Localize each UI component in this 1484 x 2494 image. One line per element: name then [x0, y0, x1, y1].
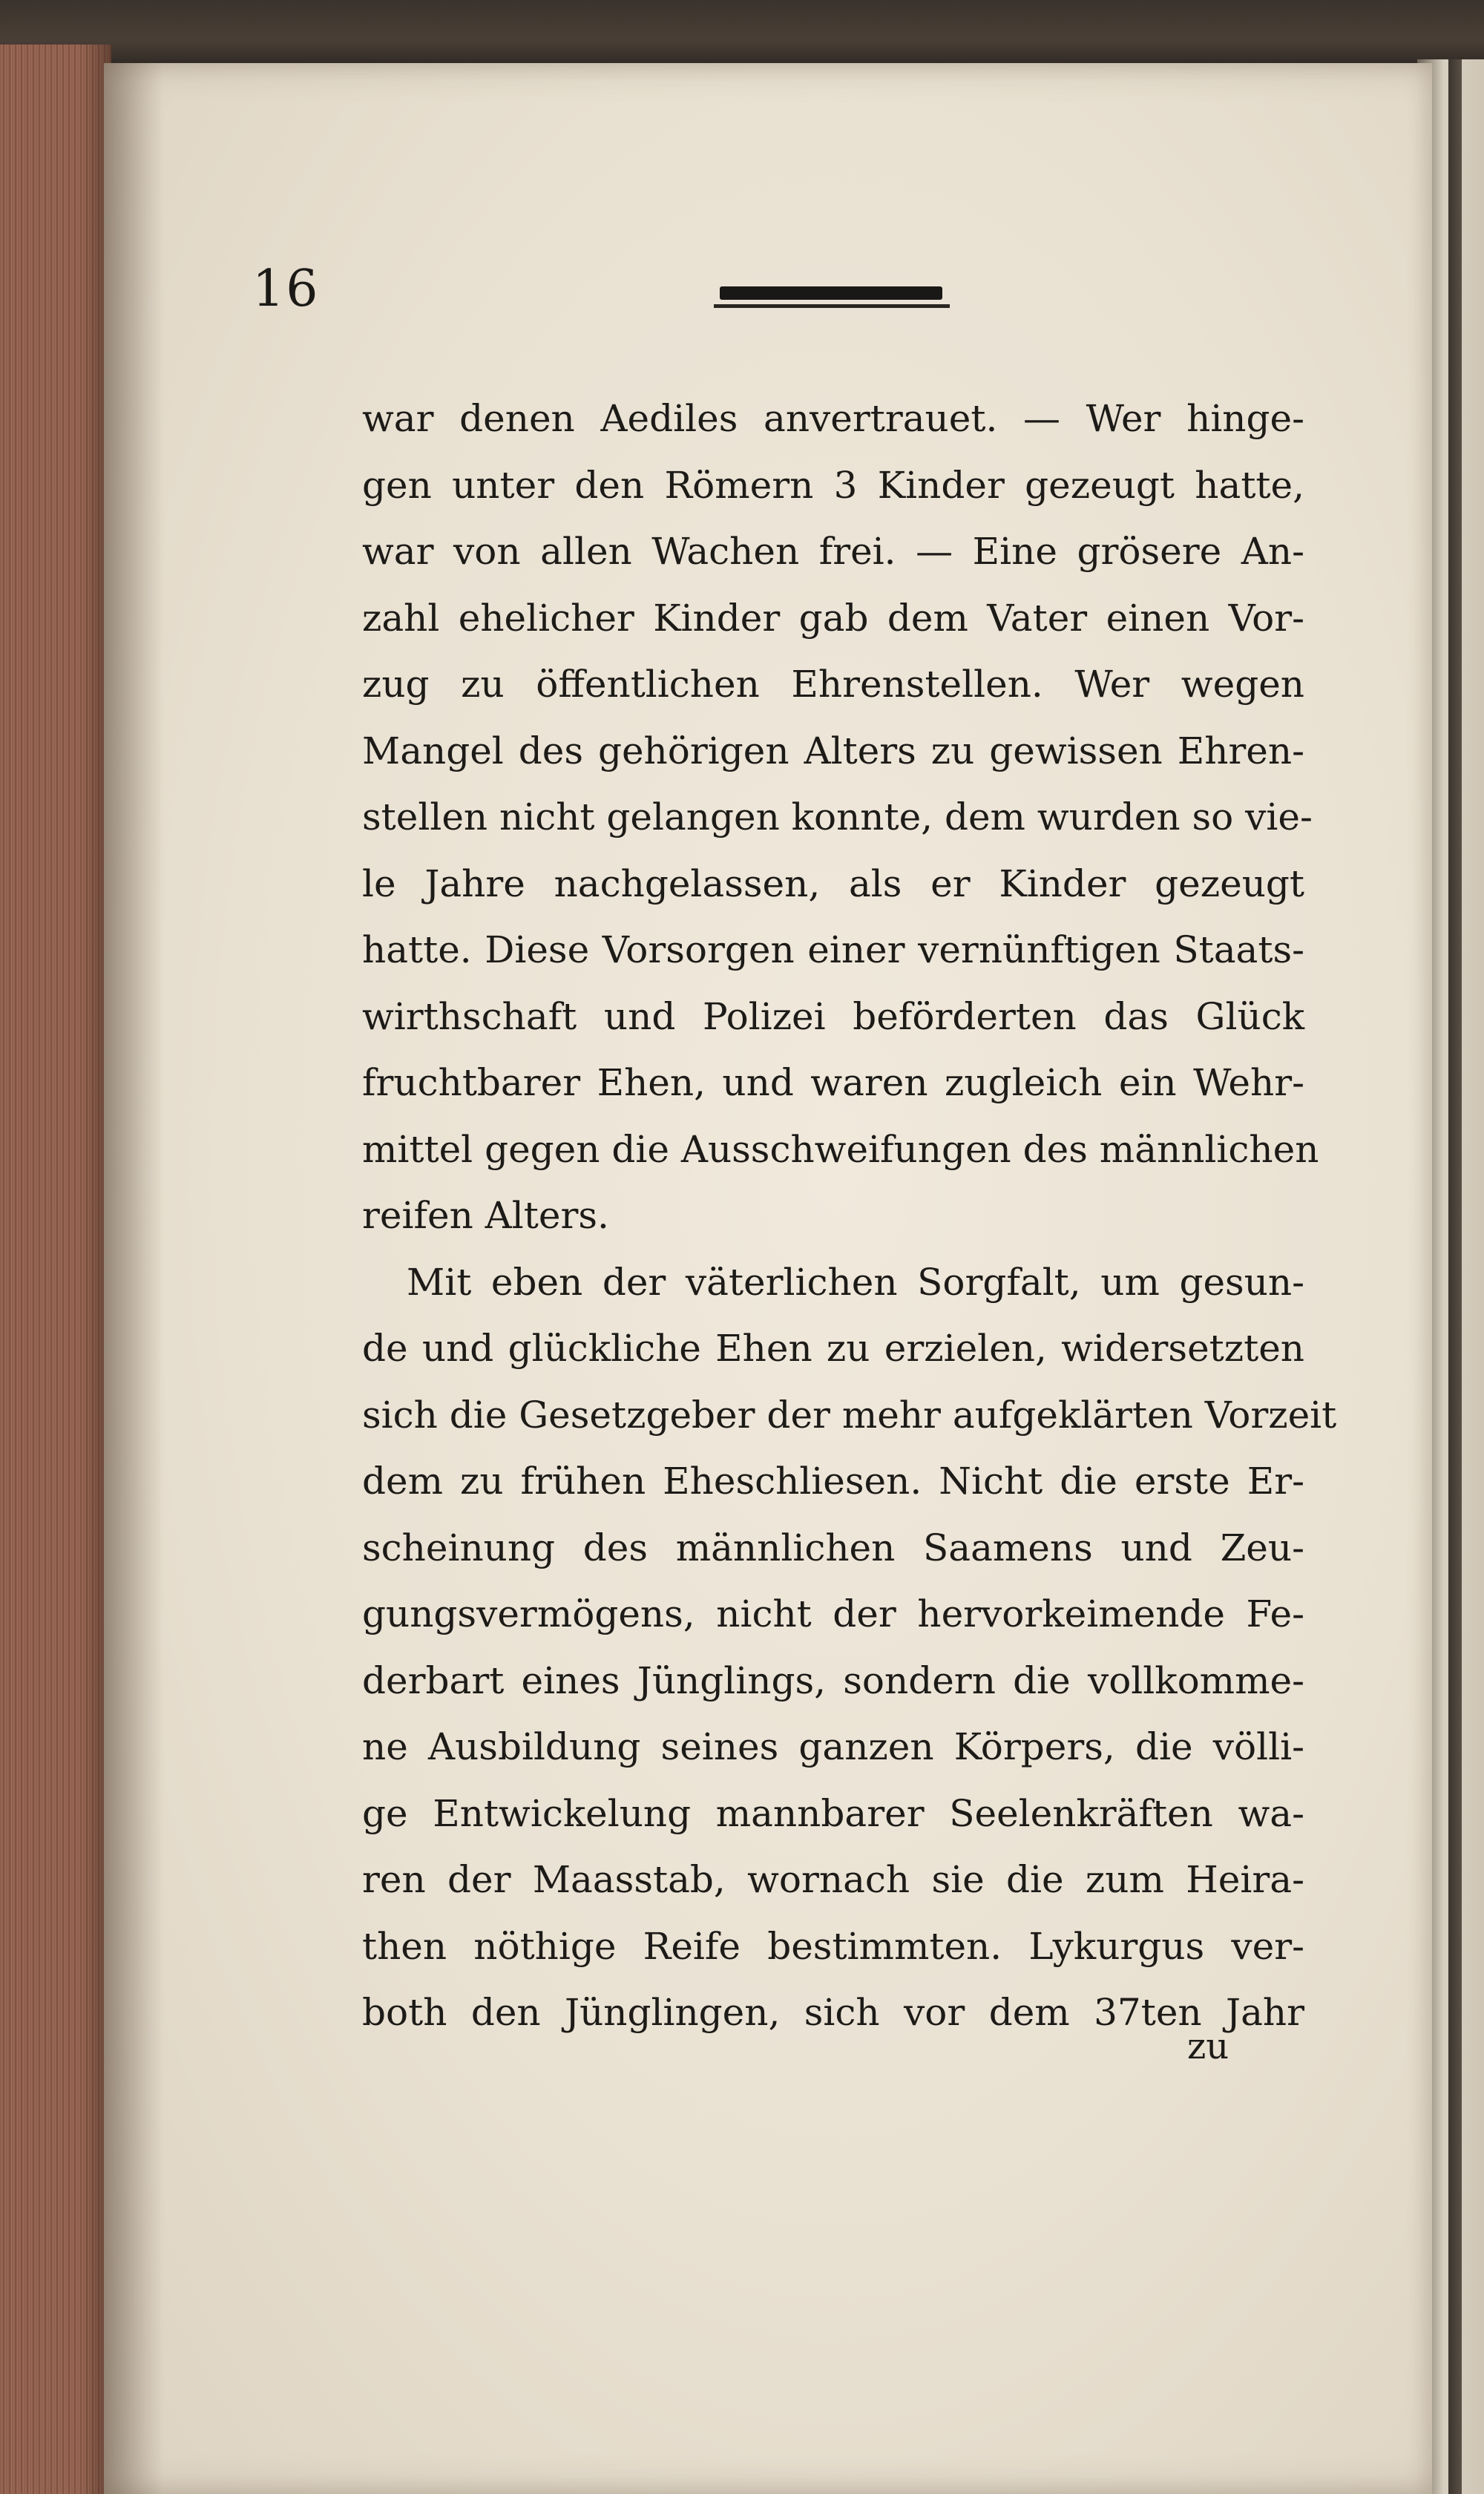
page-stack-edges: [0, 45, 111, 2494]
text-line: zug zu öffentlichen Ehrenstellen. Wer wegen: [362, 663, 1304, 706]
gutter-shadow: [104, 63, 163, 2494]
text-line: gungsvermögens, nicht der hervorkeimende Fe-: [362, 1592, 1304, 1635]
text-line: both den Jünglingen, sich vor dem 37ten Jahr: [362, 1991, 1304, 2034]
text-line: ren der Maasstab, wornach sie die zum Heira-: [362, 1858, 1304, 1901]
text-line: dem zu frühen Eheschliesen. Nicht die erste Er-: [362, 1460, 1304, 1503]
text-line: stellen nicht gelangen konnte, dem wurden so vie-: [362, 795, 1313, 839]
text-line: zahl ehelicher Kinder gab dem Vater einen Vor-: [362, 596, 1304, 640]
text-line: wirthschaft und Polizei beförderten das Glück: [362, 994, 1304, 1038]
binding-shadow: [1448, 59, 1462, 2494]
book-cover-edge: [0, 0, 1484, 67]
text-line: sich die Gesetzgeber der mehr aufgeklärten Vorzeit: [362, 1393, 1337, 1437]
text-line: fruchtbarer Ehen, und waren zugleich ein Wehr-: [362, 1061, 1304, 1104]
catchword: zu: [1187, 2026, 1229, 2067]
text-line: war von allen Wachen frei. — Eine grösere An-: [362, 530, 1304, 573]
text-line: Mangel des gehörigen Alters zu gewissen Ehren-: [362, 729, 1304, 772]
text-line: gen unter den Römern 3 Kinder gezeugt hatte,: [362, 463, 1304, 507]
rule-thick: [720, 286, 942, 300]
header-ornament-rule: [714, 282, 950, 315]
text-line: scheinung des männlichen Saamens und Zeu-: [362, 1526, 1304, 1569]
text-line: hatte. Diese Vorsorgen einer vernünftigen Staats-: [362, 928, 1304, 971]
body-text: [362, 386, 1337, 2047]
text-line: mittel gegen die Ausschweifungen des männlichen: [362, 1127, 1319, 1171]
page-number: 16: [252, 260, 320, 318]
text-line: le Jahre nachgelassen, als er Kinder gezeugt: [362, 862, 1304, 905]
rule-thin: [714, 304, 950, 308]
text-line: ne Ausbildung seines ganzen Körpers, die völli-: [362, 1725, 1304, 1768]
text-line: war denen Aediles anvertrauet. — Wer hinge-: [362, 397, 1304, 440]
text-line: derbart eines Jünglings, sondern die vollkomme-: [362, 1658, 1304, 1702]
text-line: then nöthige Reife bestimmten. Lykurgus ver-: [362, 1924, 1304, 1968]
text-line: reifen Alters.: [362, 1194, 609, 1237]
text-line: ge Entwickelung mannbarer Seelenkräften wa-: [362, 1791, 1304, 1835]
text-line: Mit eben der väterlichen Sorgfalt, um gesun-: [407, 1260, 1304, 1304]
text-line: de und glückliche Ehen zu erzielen, widersetzten: [362, 1327, 1304, 1370]
